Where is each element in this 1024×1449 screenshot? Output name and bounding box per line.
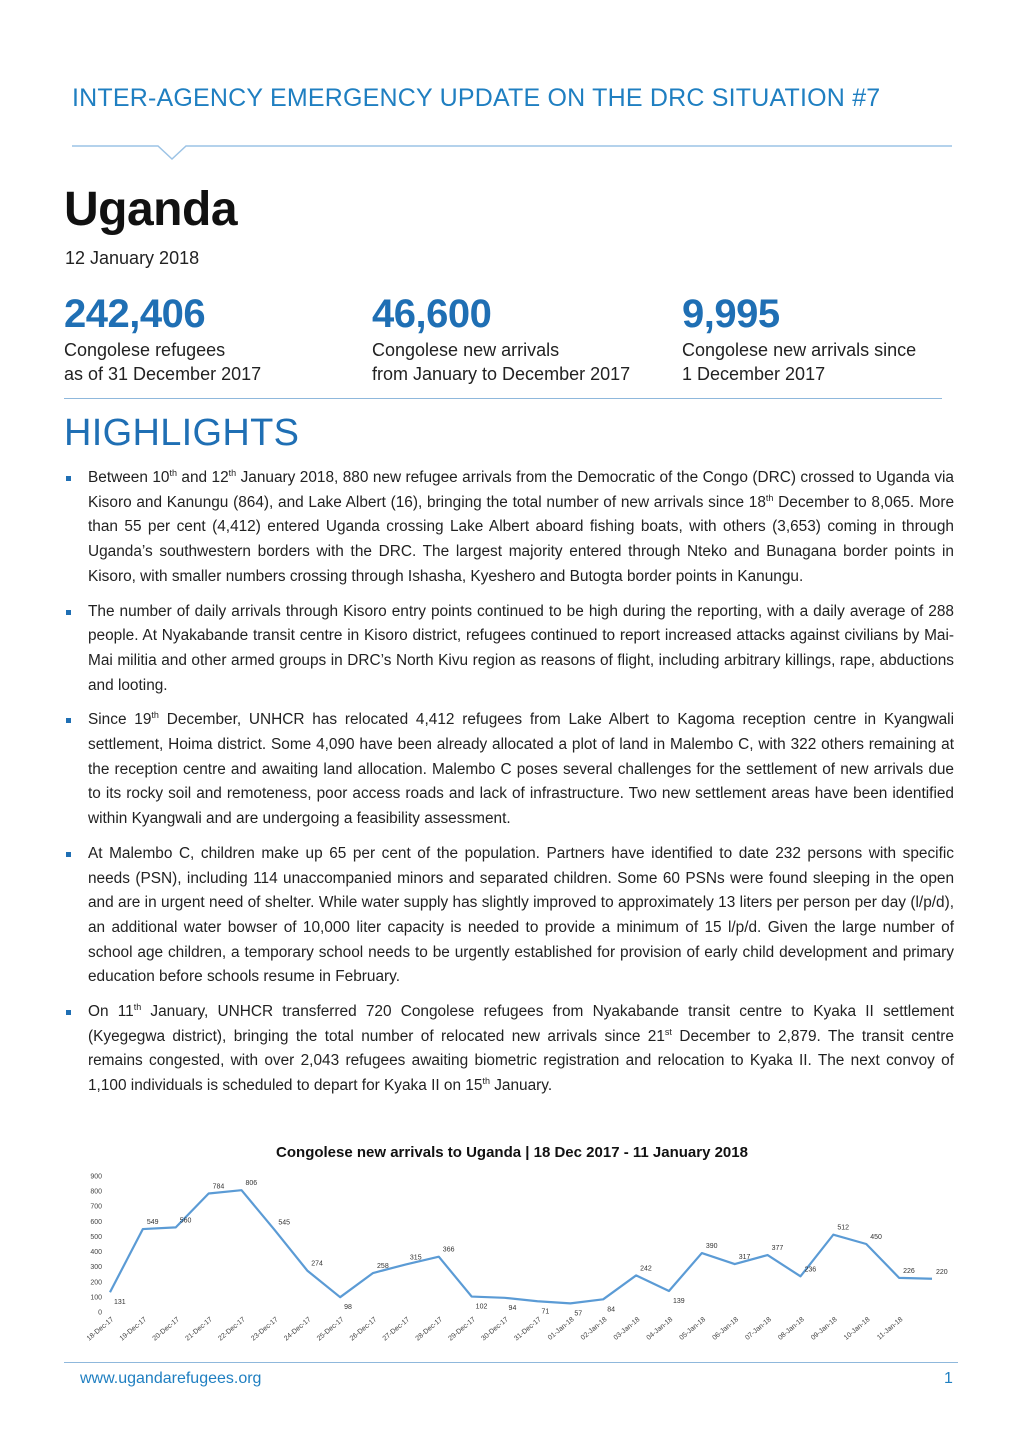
x-tick-label: 20-Dec-17: [151, 1316, 182, 1343]
y-tick-label: 600: [90, 1218, 102, 1226]
x-tick-label: 29-Dec-17: [447, 1316, 477, 1343]
x-tick-label: 24-Dec-17: [283, 1316, 313, 1343]
data-label: 102: [475, 1303, 488, 1311]
stats-divider: [64, 398, 942, 399]
bullet-icon: [66, 852, 71, 857]
highlight-item: [64, 466, 954, 590]
footer-website-link[interactable]: www.ugandarefugees.org: [80, 1370, 262, 1387]
data-label: 94: [508, 1304, 517, 1312]
y-tick-label: 400: [90, 1249, 102, 1257]
x-tick-label: 07-Jan-18: [744, 1316, 773, 1342]
bullet-icon: [66, 476, 71, 481]
x-tick-label: 10-Jan-18: [842, 1316, 872, 1342]
highlight-item: [64, 1000, 954, 1099]
y-tick-label: 500: [90, 1233, 102, 1241]
bullet-icon: [66, 718, 71, 723]
stat-new-arrivals-2017: [372, 290, 630, 386]
x-tick-label: 25-Dec-17: [315, 1316, 346, 1343]
data-label: 242: [640, 1265, 652, 1273]
data-label: 236: [804, 1266, 817, 1274]
x-tick-label: 02-Jan-18: [579, 1316, 609, 1342]
data-label: 560: [179, 1217, 192, 1225]
country-heading: Uganda: [64, 183, 238, 236]
highlights-heading: HIGHLIGHTS: [64, 412, 300, 454]
x-tick-label: 31-Dec-17: [513, 1316, 543, 1343]
x-tick-label: 06-Jan-18: [711, 1316, 741, 1342]
stat-label: Congolese new arrivals since: [682, 340, 917, 360]
data-label: 806: [245, 1180, 258, 1188]
stat-value: 242,406: [64, 292, 206, 336]
x-tick-label: 03-Jan-18: [612, 1316, 642, 1342]
data-label: 366: [442, 1246, 455, 1254]
data-label: 220: [936, 1268, 948, 1276]
data-label: 226: [903, 1267, 915, 1275]
x-tick-label: 01-Jan-18: [546, 1316, 576, 1342]
data-label: 258: [377, 1263, 389, 1271]
y-tick-label: 100: [90, 1294, 102, 1302]
data-label: 131: [114, 1299, 126, 1307]
data-label: 71: [541, 1308, 550, 1316]
stat-congolese-refugees: [64, 290, 261, 386]
page-number: 1: [944, 1370, 953, 1387]
highlight-item: [64, 600, 954, 699]
y-tick-label: 200: [90, 1279, 102, 1287]
report-date: 12 January 2018: [65, 248, 200, 268]
highlight-text: Between 10th and 12th January 2018, 880 new refugee arrivals from the Democratic of the Congo (DRC) crossed to Uganda via Kisoro and Kanungu (864), and Lake Albert (16), bringing the total number of new arrivals since 18th December to 8,065. More than 55 per cent (4,412) entered Uganda crossing Lake Albert aboard fishing boats, with others (3,653) coming in through Uganda’s southwestern borders with the DRC. The largest majority entered through Nteko and Bunagana border points in Kisoro, with smaller numbers crossing through Ishasha, Kyeshero and Butogta border points in Kanungu.: [88, 467, 954, 585]
stat-label: 1 December 2017: [682, 364, 826, 384]
x-tick-label: 30-Dec-17: [480, 1316, 510, 1343]
highlight-text: On 11th January, UNHCR transferred 720 Congolese refugees from Nyakabande transit centre to Kyaka II settlement (Kyegegwa district), bringing the total number of relocated new arrivals since 21st December to 2,879. The transit centre remains congested, with over 2,043 refugees awaiting biometric registration and relocation to Kyaka II. The next convoy of 1,100 individuals is scheduled to depart for Kyaka II on 15th January.: [88, 1001, 954, 1095]
data-label: 784: [212, 1183, 225, 1191]
chart-title: Congolese new arrivals to Uganda | 18 Dec 2017 - 11 January 2018: [276, 1144, 748, 1161]
x-tick-label: 08-Jan-18: [777, 1316, 806, 1342]
y-tick-label: 300: [90, 1264, 102, 1272]
data-label: 84: [607, 1306, 615, 1314]
stat-label: from January to December 2017: [372, 364, 631, 384]
data-label: 545: [278, 1219, 291, 1227]
data-label: 450: [870, 1234, 882, 1241]
y-tick-label: 0: [98, 1309, 102, 1317]
y-tick-label: 900: [90, 1173, 102, 1181]
x-tick-label: 27-Dec-17: [381, 1316, 412, 1343]
y-tick-label: 700: [90, 1203, 102, 1211]
stat-value: 9,995: [682, 292, 780, 336]
data-label: 139: [672, 1297, 685, 1305]
x-tick-label: 11-Jan-18: [876, 1316, 905, 1342]
data-label: 274: [311, 1260, 323, 1268]
data-label: 317: [738, 1254, 751, 1262]
footer-divider: [64, 1362, 958, 1363]
data-label: 57: [574, 1310, 583, 1318]
x-tick-label: 04-Jan-18: [645, 1316, 675, 1342]
highlight-text: At Malembo C, children make up 65 per cent of the population. Partners have identified to date 232 persons with specific needs (PSN), including 114 unaccompanied minors and separated children. Some 60 PSNs were found sleeping in the open and are in urgent need of shelter. While water supply has slightly improved to approximately 13 liters per person per day (l/p/d), an additional water bowser of 10,000 liter capacity is needed to provide a minimum of 15 l/p/d. Given the large number of school age children, a temporary school needs to be urgently established for provision of early child development and primary education before schools resume in February.: [88, 844, 954, 986]
highlight-text: Since 19th December, UNHCR has relocated 4,412 refugees from Lake Albert to Kagoma reception centre in Kyangwali settlement, Hoima district. Some 4,090 have been already allocated a plot of land in Malembo C, with 322 others remaining at the reception centre and awaiting land allocation. Malembo C poses several challenges for the settlement of new arrivals due to its rocky soil and remoteness, poor access roads and lack of infrastructure. Two new settlement areas have been identified within Kyangwali and are undergoing a feasibility assessment.: [88, 710, 954, 828]
highlight-item: [64, 708, 954, 832]
highlight-item: [64, 842, 954, 990]
x-tick-label: 18-Dec-17: [85, 1316, 116, 1343]
data-label: 98: [344, 1304, 352, 1312]
bullet-icon: [66, 610, 71, 615]
x-tick-label: 22-Dec-17: [217, 1316, 247, 1343]
x-tick-label: 26-Dec-17: [348, 1316, 379, 1343]
data-label: 377: [771, 1245, 784, 1253]
data-label: 549: [146, 1219, 159, 1227]
x-tick-label: 05-Jan-18: [678, 1316, 708, 1342]
x-tick-label: 09-Jan-18: [809, 1316, 839, 1342]
header-divider: [72, 140, 952, 164]
data-label: 512: [837, 1224, 850, 1232]
stat-label: Congolese refugees: [64, 340, 226, 360]
stat-new-arrivals-december: [682, 290, 916, 386]
x-tick-label: 21-Dec-17: [184, 1316, 214, 1343]
x-tick-label: 28-Dec-17: [414, 1316, 445, 1343]
data-label: 390: [705, 1243, 718, 1251]
series-line: [110, 1190, 932, 1303]
report-title: INTER-AGENCY EMERGENCY UPDATE ON THE DRC SITUATION #7: [72, 84, 881, 112]
arrivals-line-chart: [70, 1164, 960, 1358]
stat-label: as of 31 December 2017: [64, 364, 262, 384]
data-label: 315: [409, 1254, 422, 1262]
stat-value: 46,600: [372, 292, 492, 336]
x-tick-label: 19-Dec-17: [118, 1316, 149, 1343]
bullet-icon: [66, 1010, 71, 1015]
stat-label: Congolese new arrivals: [372, 340, 560, 360]
highlight-text: The number of daily arrivals through Kisoro entry points continued to be high during the reporting, with a daily average of 288 people. At Nyakabande transit centre in Kisoro district, refugees continued to report increased attacks against civilians by Mai-Mai militia and other armed groups in DRC’s North Kivu region as reasons of flight, including arbitrary killings, rape, abductions and looting.: [88, 602, 954, 694]
x-tick-label: 23-Dec-17: [250, 1316, 280, 1343]
highlights-list: [64, 466, 954, 1109]
y-tick-label: 800: [90, 1188, 102, 1196]
